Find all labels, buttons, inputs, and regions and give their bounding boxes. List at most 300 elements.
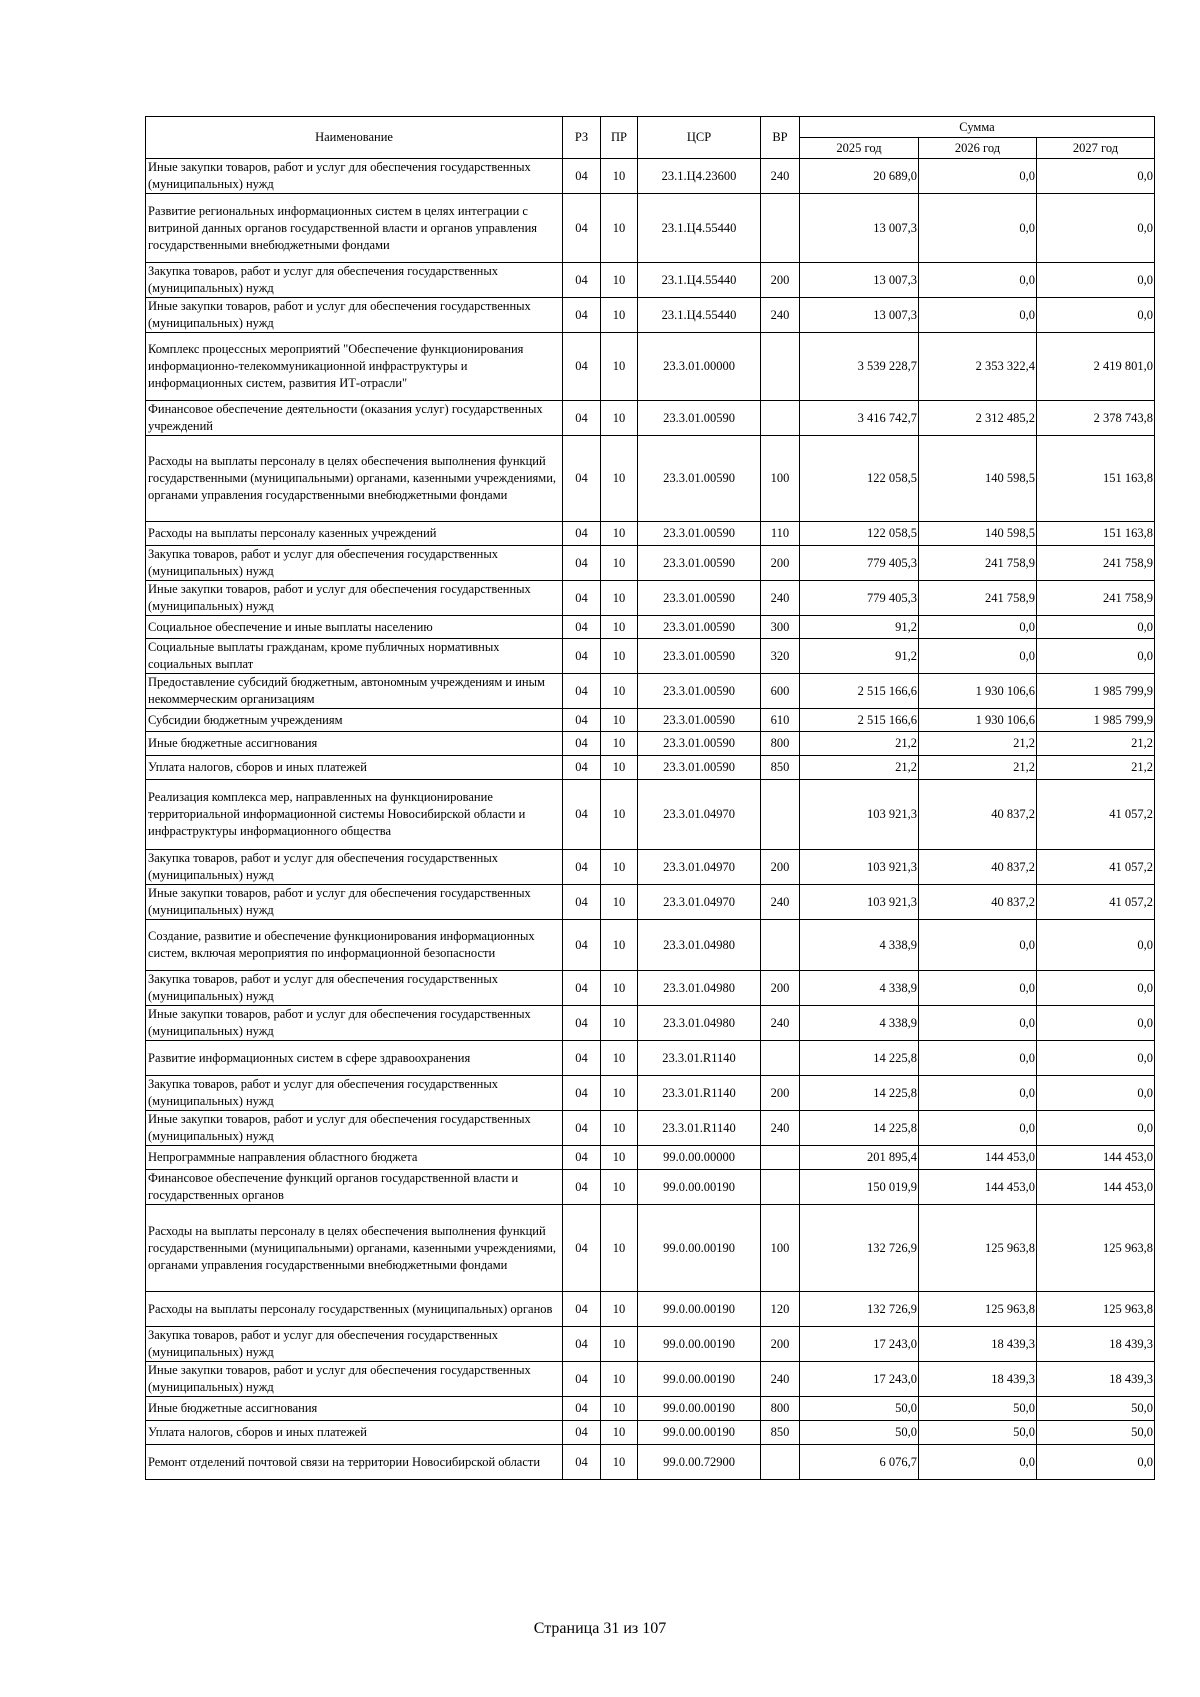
row-vr-cell — [761, 920, 800, 971]
row-vr-cell: 240 — [761, 1362, 800, 1397]
row-sum-2027-cell: 0,0 — [1037, 1111, 1155, 1146]
row-sum-2027-cell: 0,0 — [1037, 1445, 1155, 1480]
row-rz-cell: 04 — [563, 1205, 601, 1292]
row-rz-cell: 04 — [563, 159, 601, 194]
row-pr-cell: 10 — [601, 401, 638, 436]
table-row — [146, 756, 1155, 780]
row-sum-2025-cell: 4 338,9 — [800, 1006, 919, 1041]
row-name-cell: Социальное обеспечение и иные выплаты населению — [146, 616, 563, 639]
header-name: Наименование — [146, 117, 563, 159]
row-vr-cell: 100 — [761, 436, 800, 522]
header-csr: ЦСР — [638, 117, 761, 159]
row-sum-2025-cell: 21,2 — [800, 732, 919, 756]
row-csr-cell: 99.0.00.00190 — [638, 1421, 761, 1445]
row-name-cell: Расходы на выплаты персоналу в целях обеспечения выполнения функций государственными (муниципальными) органами, казенными учреждениями, органами управления государственными внебюджетными фондами — [146, 436, 563, 522]
row-rz-cell: 04 — [563, 333, 601, 401]
table-row — [146, 1292, 1155, 1327]
row-rz-cell: 04 — [563, 971, 601, 1006]
row-sum-2027-cell: 41 057,2 — [1037, 885, 1155, 920]
row-sum-2026-cell: 0,0 — [919, 616, 1037, 639]
budget-table — [145, 116, 1155, 1480]
row-sum-2025-cell: 21,2 — [800, 756, 919, 780]
row-name-cell: Финансовое обеспечение функций органов государственной власти и государственных органов — [146, 1170, 563, 1205]
row-name-cell: Финансовое обеспечение деятельности (оказания услуг) государственных учреждений — [146, 401, 563, 436]
table-row — [146, 522, 1155, 546]
row-csr-cell: 99.0.00.00190 — [638, 1292, 761, 1327]
row-name-cell: Расходы на выплаты персоналу казенных учреждений — [146, 522, 563, 546]
row-name-cell: Иные бюджетные ассигнования — [146, 1397, 563, 1421]
row-sum-2026-cell: 0,0 — [919, 920, 1037, 971]
row-pr-cell: 10 — [601, 920, 638, 971]
row-vr-cell: 300 — [761, 616, 800, 639]
row-sum-2025-cell: 91,2 — [800, 639, 919, 674]
row-csr-cell: 23.3.01.04970 — [638, 885, 761, 920]
row-pr-cell: 10 — [601, 1170, 638, 1205]
row-sum-2026-cell: 125 963,8 — [919, 1292, 1037, 1327]
row-rz-cell: 04 — [563, 1421, 601, 1445]
row-vr-cell: 320 — [761, 639, 800, 674]
table-row — [146, 971, 1155, 1006]
row-csr-cell: 23.3.01.00590 — [638, 756, 761, 780]
row-vr-cell: 610 — [761, 709, 800, 732]
row-name-cell: Субсидии бюджетным учреждениям — [146, 709, 563, 732]
row-vr-cell: 120 — [761, 1292, 800, 1327]
row-sum-2027-cell: 0,0 — [1037, 971, 1155, 1006]
row-name-cell: Социальные выплаты гражданам, кроме публичных нормативных социальных выплат — [146, 639, 563, 674]
row-vr-cell — [761, 333, 800, 401]
row-rz-cell: 04 — [563, 639, 601, 674]
row-name-cell: Предоставление субсидий бюджетным, автономным учреждениям и иным некоммерческим организациям — [146, 674, 563, 709]
row-sum-2027-cell: 241 758,9 — [1037, 546, 1155, 581]
table-row — [146, 1397, 1155, 1421]
row-vr-cell: 850 — [761, 756, 800, 780]
row-sum-2026-cell: 0,0 — [919, 1111, 1037, 1146]
row-csr-cell: 23.3.01.00590 — [638, 709, 761, 732]
row-name-cell: Закупка товаров, работ и услуг для обеспечения государственных (муниципальных) нужд — [146, 1327, 563, 1362]
row-sum-2025-cell: 2 515 166,6 — [800, 674, 919, 709]
row-csr-cell: 23.1.Ц4.23600 — [638, 159, 761, 194]
row-sum-2026-cell: 241 758,9 — [919, 546, 1037, 581]
row-sum-2027-cell: 2 419 801,0 — [1037, 333, 1155, 401]
row-rz-cell: 04 — [563, 546, 601, 581]
row-sum-2026-cell: 1 930 106,6 — [919, 674, 1037, 709]
row-csr-cell: 23.3.01.04970 — [638, 780, 761, 850]
row-sum-2025-cell: 779 405,3 — [800, 546, 919, 581]
row-rz-cell: 04 — [563, 780, 601, 850]
row-sum-2025-cell: 14 225,8 — [800, 1076, 919, 1111]
row-name-cell: Иные закупки товаров, работ и услуг для обеспечения государственных (муниципальных) нужд — [146, 581, 563, 616]
row-csr-cell: 99.0.00.00000 — [638, 1146, 761, 1170]
row-sum-2027-cell: 21,2 — [1037, 732, 1155, 756]
row-rz-cell: 04 — [563, 1397, 601, 1421]
row-pr-cell: 10 — [601, 971, 638, 1006]
row-sum-2026-cell: 18 439,3 — [919, 1362, 1037, 1397]
row-pr-cell: 10 — [601, 616, 638, 639]
row-sum-2027-cell: 18 439,3 — [1037, 1327, 1155, 1362]
row-rz-cell: 04 — [563, 1292, 601, 1327]
row-csr-cell: 23.3.01.00590 — [638, 639, 761, 674]
row-sum-2026-cell: 0,0 — [919, 1076, 1037, 1111]
row-name-cell: Расходы на выплаты персоналу государственных (муниципальных) органов — [146, 1292, 563, 1327]
row-sum-2026-cell: 0,0 — [919, 639, 1037, 674]
row-pr-cell: 10 — [601, 732, 638, 756]
row-sum-2027-cell: 2 378 743,8 — [1037, 401, 1155, 436]
row-sum-2027-cell: 241 758,9 — [1037, 581, 1155, 616]
row-vr-cell — [761, 1170, 800, 1205]
row-sum-2026-cell: 0,0 — [919, 298, 1037, 333]
row-pr-cell: 10 — [601, 1076, 638, 1111]
row-sum-2026-cell: 0,0 — [919, 971, 1037, 1006]
table-row — [146, 1006, 1155, 1041]
table-row — [146, 1041, 1155, 1076]
row-vr-cell: 240 — [761, 298, 800, 333]
row-csr-cell: 99.0.00.00190 — [638, 1397, 761, 1421]
row-pr-cell: 10 — [601, 1205, 638, 1292]
page-number: Страница 31 из 107 — [533, 1620, 667, 1637]
row-vr-cell — [761, 1041, 800, 1076]
header-sum: Сумма — [800, 117, 1155, 138]
row-sum-2025-cell: 779 405,3 — [800, 581, 919, 616]
row-sum-2026-cell: 21,2 — [919, 756, 1037, 780]
row-sum-2027-cell: 0,0 — [1037, 920, 1155, 971]
row-sum-2027-cell: 125 963,8 — [1037, 1205, 1155, 1292]
row-rz-cell: 04 — [563, 920, 601, 971]
row-pr-cell: 10 — [601, 1421, 638, 1445]
row-csr-cell: 23.3.01.00590 — [638, 616, 761, 639]
row-pr-cell: 10 — [601, 436, 638, 522]
row-csr-cell: 23.3.01.00590 — [638, 581, 761, 616]
row-name-cell: Развитие информационных систем в сфере здравоохранения — [146, 1041, 563, 1076]
table-row — [146, 850, 1155, 885]
row-csr-cell: 23.3.01.00590 — [638, 674, 761, 709]
row-sum-2027-cell: 0,0 — [1037, 298, 1155, 333]
row-sum-2027-cell: 125 963,8 — [1037, 1292, 1155, 1327]
row-rz-cell: 04 — [563, 674, 601, 709]
row-vr-cell: 240 — [761, 1111, 800, 1146]
table-row — [146, 1421, 1155, 1445]
row-vr-cell: 800 — [761, 732, 800, 756]
row-name-cell: Ремонт отделений почтовой связи на территории Новосибирской области — [146, 1445, 563, 1480]
row-rz-cell: 04 — [563, 850, 601, 885]
row-name-cell: Иные бюджетные ассигнования — [146, 732, 563, 756]
row-rz-cell: 04 — [563, 885, 601, 920]
row-sum-2027-cell: 1 985 799,9 — [1037, 674, 1155, 709]
row-vr-cell: 200 — [761, 263, 800, 298]
table-row — [146, 401, 1155, 436]
row-name-cell: Иные закупки товаров, работ и услуг для обеспечения государственных (муниципальных) нужд — [146, 885, 563, 920]
row-sum-2025-cell: 132 726,9 — [800, 1292, 919, 1327]
row-csr-cell: 23.3.01.00590 — [638, 732, 761, 756]
row-sum-2027-cell: 0,0 — [1037, 616, 1155, 639]
row-name-cell: Иные закупки товаров, работ и услуг для обеспечения государственных (муниципальных) нужд — [146, 1362, 563, 1397]
row-rz-cell: 04 — [563, 1327, 601, 1362]
row-rz-cell: 04 — [563, 522, 601, 546]
row-name-cell: Реализация комплекса мер, направленных на функционирование территориальной информационной системы Новосибирской области и инфраструктуры информационного общества — [146, 780, 563, 850]
row-sum-2025-cell: 13 007,3 — [800, 263, 919, 298]
row-pr-cell: 10 — [601, 546, 638, 581]
header-pr: ПР — [601, 117, 638, 159]
row-pr-cell: 10 — [601, 1041, 638, 1076]
row-sum-2027-cell: 50,0 — [1037, 1397, 1155, 1421]
row-sum-2025-cell: 150 019,9 — [800, 1170, 919, 1205]
row-pr-cell: 10 — [601, 1111, 638, 1146]
row-sum-2025-cell: 13 007,3 — [800, 298, 919, 333]
table-row — [146, 732, 1155, 756]
row-name-cell: Расходы на выплаты персоналу в целях обеспечения выполнения функций государственными (муниципальными) органами, казенными учреждениями, органами управления государственными внебюджетными фондами — [146, 1205, 563, 1292]
row-csr-cell: 23.3.01.R1140 — [638, 1041, 761, 1076]
row-name-cell: Закупка товаров, работ и услуг для обеспечения государственных (муниципальных) нужд — [146, 971, 563, 1006]
row-csr-cell: 23.1.Ц4.55440 — [638, 298, 761, 333]
row-vr-cell: 200 — [761, 546, 800, 581]
row-name-cell: Непрограммные направления областного бюджета — [146, 1146, 563, 1170]
row-sum-2026-cell: 50,0 — [919, 1397, 1037, 1421]
row-rz-cell: 04 — [563, 1111, 601, 1146]
row-sum-2025-cell: 17 243,0 — [800, 1362, 919, 1397]
table-row — [146, 1170, 1155, 1205]
row-vr-cell: 200 — [761, 1076, 800, 1111]
row-csr-cell: 23.1.Ц4.55440 — [638, 194, 761, 263]
row-pr-cell: 10 — [601, 522, 638, 546]
row-csr-cell: 23.3.01.04980 — [638, 920, 761, 971]
row-pr-cell: 10 — [601, 1397, 638, 1421]
row-csr-cell: 99.0.00.00190 — [638, 1362, 761, 1397]
row-vr-cell — [761, 1146, 800, 1170]
row-sum-2025-cell: 103 921,3 — [800, 780, 919, 850]
table-row — [146, 885, 1155, 920]
row-sum-2027-cell: 0,0 — [1037, 263, 1155, 298]
row-sum-2025-cell: 103 921,3 — [800, 885, 919, 920]
row-pr-cell: 10 — [601, 1006, 638, 1041]
row-csr-cell: 23.3.01.04980 — [638, 1006, 761, 1041]
table-row — [146, 1327, 1155, 1362]
header-rz: РЗ — [563, 117, 601, 159]
table-row — [146, 436, 1155, 522]
row-sum-2025-cell: 201 895,4 — [800, 1146, 919, 1170]
row-csr-cell: 99.0.00.72900 — [638, 1445, 761, 1480]
table-row — [146, 159, 1155, 194]
row-sum-2027-cell: 151 163,8 — [1037, 436, 1155, 522]
row-pr-cell: 10 — [601, 756, 638, 780]
row-rz-cell: 04 — [563, 298, 601, 333]
row-csr-cell: 23.3.01.00000 — [638, 333, 761, 401]
row-vr-cell: 600 — [761, 674, 800, 709]
row-sum-2025-cell: 91,2 — [800, 616, 919, 639]
row-sum-2026-cell: 21,2 — [919, 732, 1037, 756]
table-row — [146, 1205, 1155, 1292]
row-csr-cell: 23.3.01.00590 — [638, 522, 761, 546]
row-sum-2027-cell: 144 453,0 — [1037, 1170, 1155, 1205]
row-pr-cell: 10 — [601, 885, 638, 920]
table-row — [146, 616, 1155, 639]
row-sum-2025-cell: 4 338,9 — [800, 971, 919, 1006]
row-sum-2027-cell: 50,0 — [1037, 1421, 1155, 1445]
table-row — [146, 1445, 1155, 1480]
row-sum-2025-cell: 13 007,3 — [800, 194, 919, 263]
row-vr-cell: 110 — [761, 522, 800, 546]
row-name-cell: Создание, развитие и обеспечение функционирования информационных систем, включая мероприятия по информационной безопасности — [146, 920, 563, 971]
row-sum-2025-cell: 14 225,8 — [800, 1111, 919, 1146]
row-pr-cell: 10 — [601, 1146, 638, 1170]
row-sum-2025-cell: 3 416 742,7 — [800, 401, 919, 436]
row-name-cell: Иные закупки товаров, работ и услуг для обеспечения государственных (муниципальных) нужд — [146, 1006, 563, 1041]
row-sum-2025-cell: 14 225,8 — [800, 1041, 919, 1076]
row-csr-cell: 99.0.00.00190 — [638, 1327, 761, 1362]
row-sum-2026-cell: 0,0 — [919, 1006, 1037, 1041]
row-sum-2025-cell: 103 921,3 — [800, 850, 919, 885]
row-pr-cell: 10 — [601, 1327, 638, 1362]
header-2027: 2027 год — [1037, 138, 1155, 159]
table-row — [146, 709, 1155, 732]
row-sum-2025-cell: 3 539 228,7 — [800, 333, 919, 401]
row-sum-2026-cell: 144 453,0 — [919, 1170, 1037, 1205]
table-row — [146, 1146, 1155, 1170]
table-header-row — [146, 117, 1155, 138]
row-sum-2026-cell: 40 837,2 — [919, 850, 1037, 885]
row-csr-cell: 23.3.01.04970 — [638, 850, 761, 885]
row-sum-2026-cell: 40 837,2 — [919, 885, 1037, 920]
row-name-cell: Иные закупки товаров, работ и услуг для обеспечения государственных (муниципальных) нужд — [146, 159, 563, 194]
table-row — [146, 581, 1155, 616]
row-pr-cell: 10 — [601, 263, 638, 298]
row-sum-2027-cell: 0,0 — [1037, 194, 1155, 263]
table-row — [146, 263, 1155, 298]
row-rz-cell: 04 — [563, 1146, 601, 1170]
table-row — [146, 920, 1155, 971]
row-name-cell: Иные закупки товаров, работ и услуг для обеспечения государственных (муниципальных) нужд — [146, 298, 563, 333]
row-rz-cell: 04 — [563, 1006, 601, 1041]
row-csr-cell: 23.3.01.R1140 — [638, 1111, 761, 1146]
row-name-cell: Закупка товаров, работ и услуг для обеспечения государственных (муниципальных) нужд — [146, 263, 563, 298]
row-csr-cell: 23.1.Ц4.55440 — [638, 263, 761, 298]
row-csr-cell: 99.0.00.00190 — [638, 1205, 761, 1292]
row-pr-cell: 10 — [601, 709, 638, 732]
row-sum-2026-cell: 0,0 — [919, 194, 1037, 263]
row-pr-cell: 10 — [601, 194, 638, 263]
row-sum-2027-cell: 0,0 — [1037, 1041, 1155, 1076]
row-vr-cell — [761, 780, 800, 850]
row-sum-2026-cell: 140 598,5 — [919, 522, 1037, 546]
row-name-cell: Комплекс процессных мероприятий "Обеспечение функционирования информационно-телекоммуникационной инфраструктуры и информационных систем, развития ИТ-отрасли" — [146, 333, 563, 401]
row-vr-cell: 200 — [761, 850, 800, 885]
row-sum-2027-cell: 144 453,0 — [1037, 1146, 1155, 1170]
row-name-cell: Закупка товаров, работ и услуг для обеспечения государственных (муниципальных) нужд — [146, 546, 563, 581]
row-sum-2027-cell: 151 163,8 — [1037, 522, 1155, 546]
header-2026: 2026 год — [919, 138, 1037, 159]
row-sum-2027-cell: 41 057,2 — [1037, 780, 1155, 850]
row-rz-cell: 04 — [563, 581, 601, 616]
row-rz-cell: 04 — [563, 1362, 601, 1397]
table-row — [146, 1076, 1155, 1111]
row-name-cell: Закупка товаров, работ и услуг для обеспечения государственных (муниципальных) нужд — [146, 850, 563, 885]
row-sum-2027-cell: 1 985 799,9 — [1037, 709, 1155, 732]
row-csr-cell: 23.3.01.R1140 — [638, 1076, 761, 1111]
row-csr-cell: 99.0.00.00190 — [638, 1170, 761, 1205]
row-rz-cell: 04 — [563, 616, 601, 639]
row-sum-2025-cell: 132 726,9 — [800, 1205, 919, 1292]
row-sum-2025-cell: 6 076,7 — [800, 1445, 919, 1480]
row-rz-cell: 04 — [563, 194, 601, 263]
row-rz-cell: 04 — [563, 756, 601, 780]
row-sum-2026-cell: 1 930 106,6 — [919, 709, 1037, 732]
row-name-cell: Развитие региональных информационных систем в целях интеграции с витриной данных органов государственной власти и органов управления государственными внебюджетными фондами — [146, 194, 563, 263]
row-vr-cell: 240 — [761, 159, 800, 194]
row-sum-2025-cell: 4 338,9 — [800, 920, 919, 971]
row-vr-cell — [761, 401, 800, 436]
row-sum-2026-cell: 0,0 — [919, 1445, 1037, 1480]
row-sum-2027-cell: 0,0 — [1037, 1006, 1155, 1041]
header-vr: ВР — [761, 117, 800, 159]
row-sum-2027-cell: 41 057,2 — [1037, 850, 1155, 885]
row-sum-2026-cell: 0,0 — [919, 1041, 1037, 1076]
table-row — [146, 194, 1155, 263]
row-sum-2026-cell: 0,0 — [919, 159, 1037, 194]
row-sum-2026-cell: 0,0 — [919, 263, 1037, 298]
row-name-cell: Иные закупки товаров, работ и услуг для обеспечения государственных (муниципальных) нужд — [146, 1111, 563, 1146]
row-rz-cell: 04 — [563, 1445, 601, 1480]
table-row — [146, 1111, 1155, 1146]
row-sum-2025-cell: 122 058,5 — [800, 522, 919, 546]
row-vr-cell: 240 — [761, 885, 800, 920]
row-pr-cell: 10 — [601, 1292, 638, 1327]
row-sum-2027-cell: 0,0 — [1037, 1076, 1155, 1111]
table-row — [146, 546, 1155, 581]
row-sum-2025-cell: 20 689,0 — [800, 159, 919, 194]
row-sum-2027-cell: 21,2 — [1037, 756, 1155, 780]
row-sum-2027-cell: 0,0 — [1037, 159, 1155, 194]
row-vr-cell: 850 — [761, 1421, 800, 1445]
row-sum-2026-cell: 140 598,5 — [919, 436, 1037, 522]
row-csr-cell: 23.3.01.00590 — [638, 546, 761, 581]
row-name-cell: Уплата налогов, сборов и иных платежей — [146, 1421, 563, 1445]
row-pr-cell: 10 — [601, 333, 638, 401]
row-csr-cell: 23.3.01.04980 — [638, 971, 761, 1006]
row-rz-cell: 04 — [563, 1041, 601, 1076]
row-vr-cell — [761, 1445, 800, 1480]
row-sum-2025-cell: 17 243,0 — [800, 1327, 919, 1362]
row-rz-cell: 04 — [563, 1170, 601, 1205]
row-sum-2025-cell: 50,0 — [800, 1397, 919, 1421]
row-rz-cell: 04 — [563, 709, 601, 732]
row-rz-cell: 04 — [563, 1076, 601, 1111]
row-name-cell: Уплата налогов, сборов и иных платежей — [146, 756, 563, 780]
row-pr-cell: 10 — [601, 850, 638, 885]
row-sum-2025-cell: 122 058,5 — [800, 436, 919, 522]
row-rz-cell: 04 — [563, 401, 601, 436]
table-row — [146, 298, 1155, 333]
table-row — [146, 333, 1155, 401]
row-name-cell: Закупка товаров, работ и услуг для обеспечения государственных (муниципальных) нужд — [146, 1076, 563, 1111]
row-sum-2026-cell: 50,0 — [919, 1421, 1037, 1445]
row-pr-cell: 10 — [601, 298, 638, 333]
row-sum-2027-cell: 18 439,3 — [1037, 1362, 1155, 1397]
row-sum-2025-cell: 50,0 — [800, 1421, 919, 1445]
row-sum-2026-cell: 18 439,3 — [919, 1327, 1037, 1362]
table-row — [146, 674, 1155, 709]
row-vr-cell: 200 — [761, 971, 800, 1006]
row-rz-cell: 04 — [563, 263, 601, 298]
table-row — [146, 780, 1155, 850]
row-sum-2026-cell: 40 837,2 — [919, 780, 1037, 850]
row-sum-2027-cell: 0,0 — [1037, 639, 1155, 674]
row-vr-cell: 100 — [761, 1205, 800, 1292]
row-csr-cell: 23.3.01.00590 — [638, 436, 761, 522]
row-vr-cell — [761, 194, 800, 263]
header-2025: 2025 год — [800, 138, 919, 159]
row-pr-cell: 10 — [601, 159, 638, 194]
row-pr-cell: 10 — [601, 581, 638, 616]
row-pr-cell: 10 — [601, 1445, 638, 1480]
row-sum-2025-cell: 2 515 166,6 — [800, 709, 919, 732]
